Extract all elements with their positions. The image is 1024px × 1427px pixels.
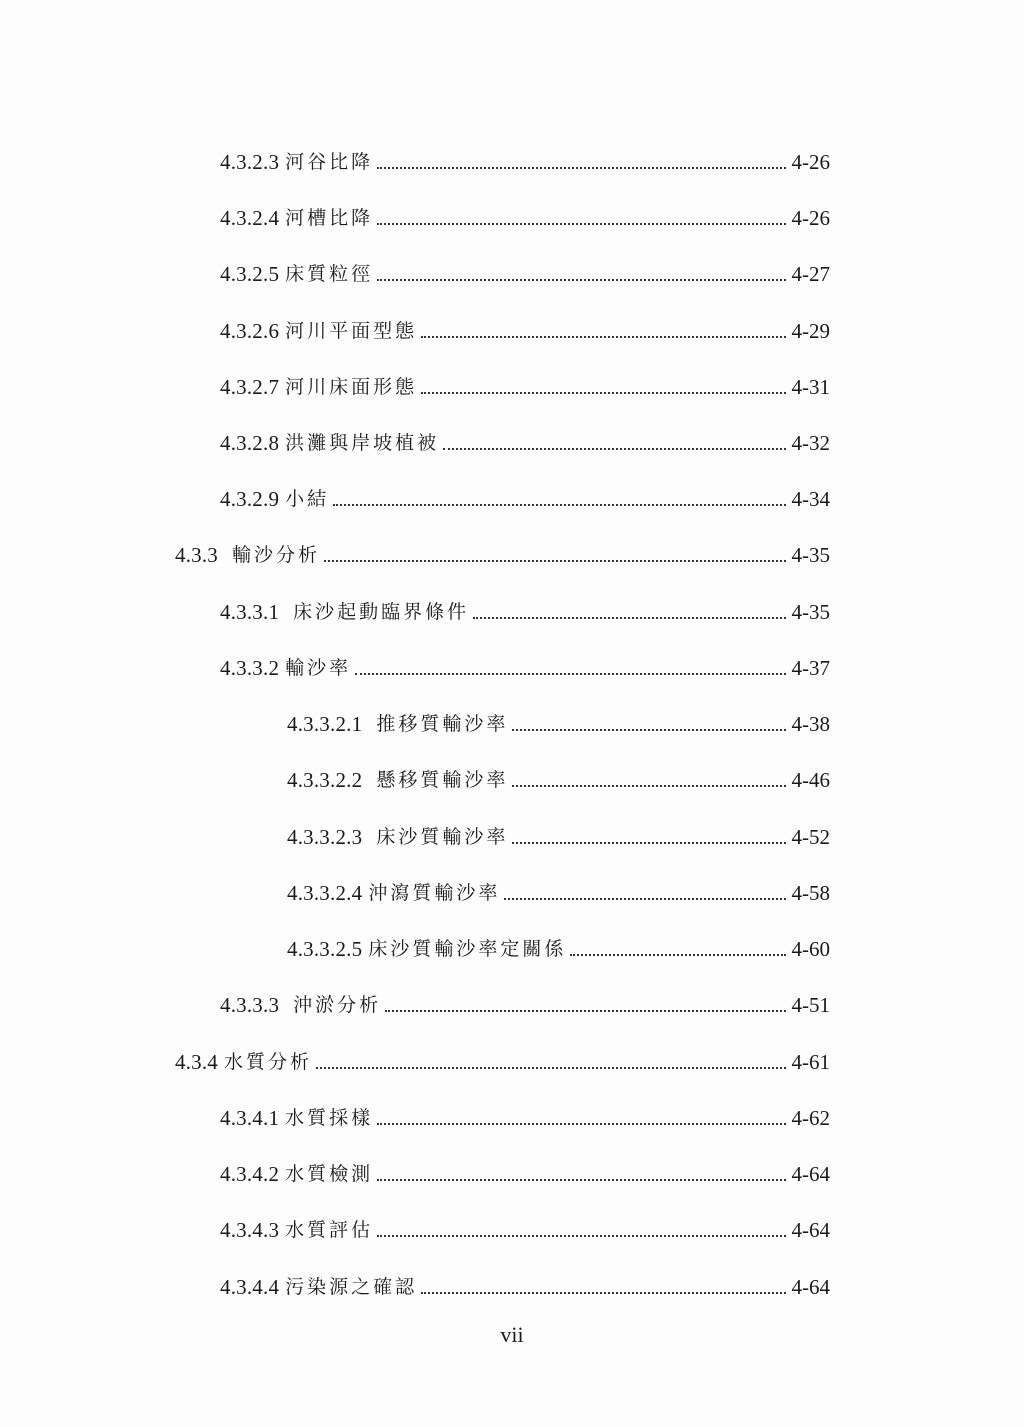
toc-entry-title: 河川平面型態 xyxy=(285,320,418,342)
toc-entry-number: 4.3.3 xyxy=(175,543,218,567)
dot-leader xyxy=(421,392,785,394)
toc-entry-page: 4-51 xyxy=(791,993,830,1017)
toc-entry-4-3-3-2-5[interactable] xyxy=(287,927,830,963)
toc-entry-number: 4.3.3.3 xyxy=(220,993,280,1017)
toc-entry-title: 污染源之確認 xyxy=(285,1276,418,1298)
dot-leader xyxy=(443,448,785,450)
toc-entry-4-3-3-1[interactable] xyxy=(220,590,830,626)
toc-entry-page: 4-35 xyxy=(791,543,830,567)
toc-entry-title: 水質檢測 xyxy=(285,1163,374,1185)
toc-entry-4-3-4[interactable] xyxy=(175,1040,830,1076)
toc-entry-number: 4.3.2.8 xyxy=(220,431,280,455)
toc-entry-4-3-3-2-3[interactable] xyxy=(287,815,830,851)
toc-entry-title: 懸移質輸沙率 xyxy=(376,769,509,791)
toc-entry-page: 4-61 xyxy=(791,1050,830,1074)
toc-entry-title: 洪灘與岸坡植被 xyxy=(285,432,440,454)
toc-entry-page: 4-35 xyxy=(791,600,830,624)
toc-entry-number: 4.3.4.4 xyxy=(220,1275,280,1299)
toc-entry-4-3-3-2-2[interactable] xyxy=(287,758,830,794)
toc-entry-number: 4.3.3.2.3 xyxy=(287,825,363,849)
toc-entry-number: 4.3.3.2.1 xyxy=(287,712,363,736)
toc-entry-number: 4.3.3.2.2 xyxy=(287,768,363,792)
toc-entry-4-3-4-1[interactable] xyxy=(220,1096,830,1132)
toc-entry-title: 水質評估 xyxy=(285,1219,374,1241)
dot-leader xyxy=(377,223,785,225)
toc-entry-4-3-2-9[interactable] xyxy=(220,477,830,513)
toc-entry-number: 4.3.2.5 xyxy=(220,262,280,286)
toc-entry-title: 小結 xyxy=(285,488,330,510)
toc-entry-title: 輸沙率 xyxy=(285,657,352,679)
toc-entry-4-3-3-2-1[interactable] xyxy=(287,702,830,738)
toc-entry-page: 4-46 xyxy=(791,768,830,792)
toc-entry-number: 4.3.3.1 xyxy=(220,600,280,624)
dot-leader xyxy=(355,673,785,675)
toc-entry-title: 水質分析 xyxy=(224,1051,313,1073)
dot-leader xyxy=(385,1010,785,1012)
dot-leader xyxy=(570,954,785,956)
toc-entry-4-3-3[interactable] xyxy=(175,533,830,569)
dot-leader xyxy=(324,560,785,562)
dot-leader xyxy=(377,1235,785,1237)
dot-leader xyxy=(377,1179,785,1181)
toc-entry-page: 4-32 xyxy=(791,431,830,455)
toc-entry-number: 4.3.2.9 xyxy=(220,487,280,511)
toc-entry-title: 床沙起動臨界條件 xyxy=(293,601,470,623)
toc-entry-title: 推移質輸沙率 xyxy=(376,713,509,735)
toc-entry-4-3-2-4[interactable] xyxy=(220,196,830,232)
toc-entry-number: 4.3.2.7 xyxy=(220,375,280,399)
toc-entry-number: 4.3.4 xyxy=(175,1050,218,1074)
toc-entry-4-3-2-8[interactable] xyxy=(220,421,830,457)
toc-entry-page: 4-60 xyxy=(791,937,830,961)
toc-entry-number: 4.3.3.2.5 xyxy=(287,937,363,961)
dot-leader xyxy=(504,898,785,900)
dot-leader xyxy=(421,1292,785,1294)
toc-entry-number: 4.3.2.3 xyxy=(220,150,280,174)
dot-leader xyxy=(377,1123,785,1125)
toc-entry-number: 4.3.2.4 xyxy=(220,206,280,230)
toc-entry-title: 沖淤分析 xyxy=(293,994,382,1016)
toc-entry-page: 4-58 xyxy=(791,881,830,905)
toc-entry-number: 4.3.3.2.4 xyxy=(287,881,363,905)
toc-entry-4-3-2-5[interactable] xyxy=(220,252,830,288)
toc-entry-page: 4-26 xyxy=(791,150,830,174)
toc-entry-page: 4-29 xyxy=(791,319,830,343)
toc-entry-4-3-4-2[interactable] xyxy=(220,1152,830,1188)
toc-entry-page: 4-38 xyxy=(791,712,830,736)
toc-entry-title: 沖瀉質輸沙率 xyxy=(368,882,501,904)
toc-entry-title: 水質採樣 xyxy=(285,1107,374,1129)
toc-entry-page: 4-64 xyxy=(791,1218,830,1242)
toc-entry-4-3-4-3[interactable] xyxy=(220,1208,830,1244)
toc-entry-4-3-4-4[interactable] xyxy=(220,1265,830,1301)
toc-entry-number: 4.3.2.6 xyxy=(220,319,280,343)
toc-entry-number: 4.3.4.2 xyxy=(220,1162,280,1186)
toc-entry-page: 4-64 xyxy=(791,1162,830,1186)
dot-leader xyxy=(512,785,785,787)
toc-entry-4-3-3-2-4[interactable] xyxy=(287,871,830,907)
dot-leader xyxy=(333,504,785,506)
toc-entry-4-3-3-3[interactable] xyxy=(220,983,830,1019)
toc-entry-title: 床沙質輸沙率定關係 xyxy=(368,938,567,960)
toc-entry-4-3-2-6[interactable] xyxy=(220,309,830,345)
dot-leader xyxy=(316,1067,785,1069)
toc-entry-4-3-2-3[interactable] xyxy=(220,140,830,176)
toc-entry-title: 床沙質輸沙率 xyxy=(376,826,509,848)
toc-entry-number: 4.3.4.3 xyxy=(220,1218,280,1242)
dot-leader xyxy=(421,336,785,338)
toc-entry-page: 4-64 xyxy=(791,1275,830,1299)
dot-leader xyxy=(473,617,785,619)
toc-entry-page: 4-37 xyxy=(791,656,830,680)
toc-entry-page: 4-62 xyxy=(791,1106,830,1130)
toc-entry-4-3-3-2[interactable] xyxy=(220,646,830,682)
toc-entry-4-3-2-7[interactable] xyxy=(220,365,830,401)
toc-entry-title: 河谷比降 xyxy=(285,151,374,173)
toc-entry-page: 4-34 xyxy=(791,487,830,511)
toc-entry-page: 4-27 xyxy=(791,262,830,286)
toc-entry-title: 河川床面形態 xyxy=(285,376,418,398)
dot-leader xyxy=(377,167,785,169)
toc-entry-title: 輸沙分析 xyxy=(232,544,321,566)
toc-entry-title: 河槽比降 xyxy=(285,207,374,229)
toc-entry-page: 4-52 xyxy=(791,825,830,849)
toc-entry-number: 4.3.4.1 xyxy=(220,1106,280,1130)
dot-leader xyxy=(377,279,785,281)
toc-entry-page: 4-31 xyxy=(791,375,830,399)
toc-entry-title: 床質粒徑 xyxy=(285,263,374,285)
toc-entry-page: 4-26 xyxy=(791,206,830,230)
page-number: vii xyxy=(500,1322,524,1347)
dot-leader xyxy=(512,842,785,844)
toc-entry-number: 4.3.3.2 xyxy=(220,656,280,680)
dot-leader xyxy=(512,729,785,731)
